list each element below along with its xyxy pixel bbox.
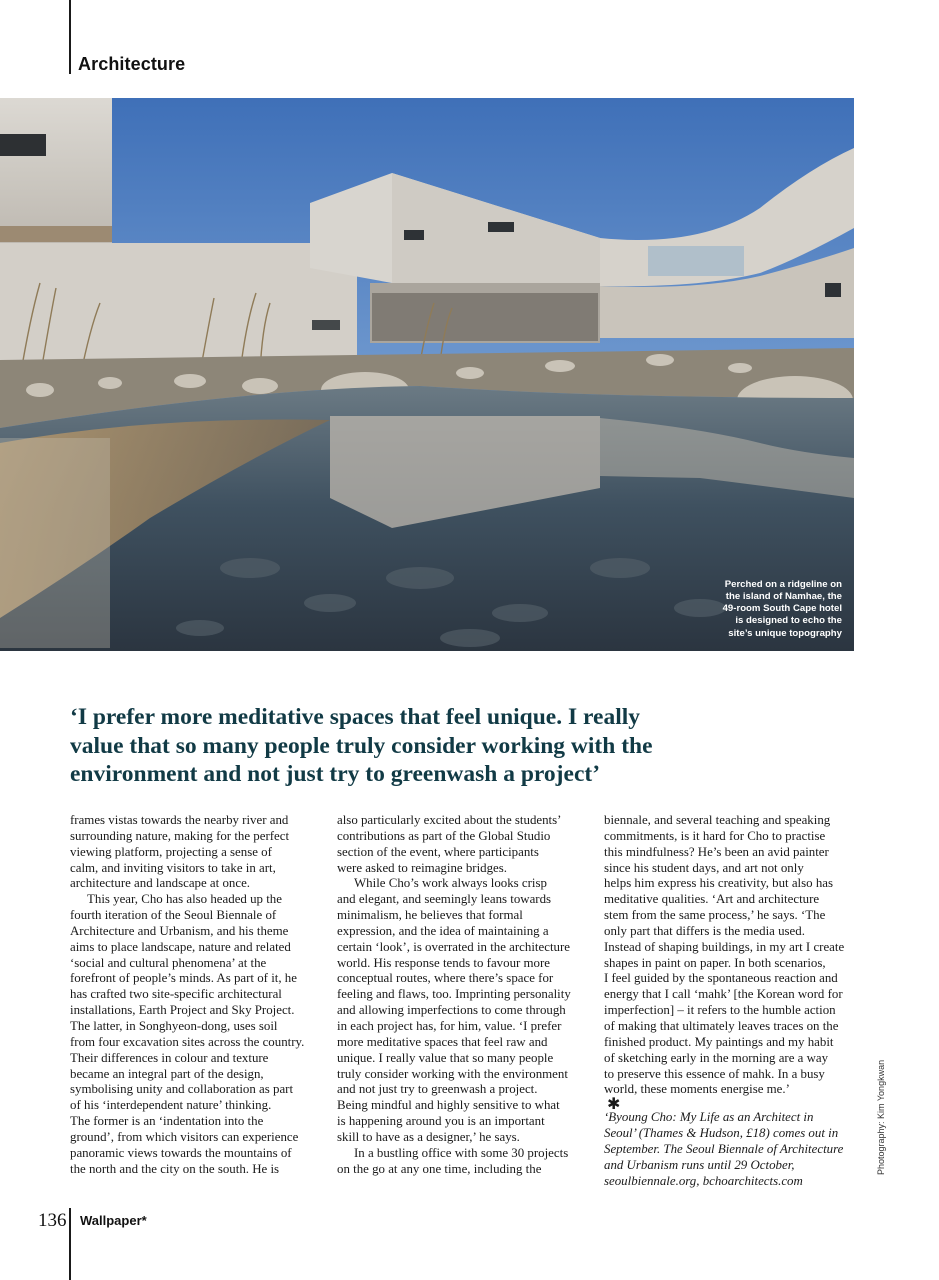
section-label: Architecture bbox=[78, 54, 186, 74]
body-line-with-end-mark bbox=[604, 1082, 879, 1114]
book-credit-line: September. The Seoul Biennale of Architecture bbox=[604, 1141, 844, 1156]
magazine-name: Wallpaper* bbox=[80, 1213, 147, 1228]
body-line: skill to have as a designer,’ he says. bbox=[337, 1129, 520, 1144]
body-line: feeling and flaws, too. Imprinting personality bbox=[337, 987, 571, 1002]
body-line: frames vistas towards the nearby river and bbox=[70, 813, 289, 827]
body-line: in each project has, for him, value. ‘I prefer bbox=[337, 1018, 562, 1033]
body-line: imperfection] – it refers to the humble action bbox=[604, 1003, 836, 1018]
book-credit-line: Seoul’ (Thames & Hudson, £18) comes out in bbox=[604, 1126, 839, 1141]
body-line: contributions as part of the Global Studio bbox=[337, 828, 551, 843]
body-line: the north and the city on the south. He is bbox=[70, 1161, 280, 1176]
body-line: has crafted two site-specific architectural bbox=[70, 987, 282, 1002]
body-line: became an integral part of the design, bbox=[70, 1066, 264, 1081]
body-line: panoramic views towards the mountains of bbox=[70, 1145, 292, 1160]
body-line: more meditative spaces that feel raw and bbox=[337, 1034, 548, 1049]
body-line: symbolising unity and collaboration as part bbox=[70, 1082, 294, 1097]
page-number: 136 bbox=[38, 1210, 67, 1231]
body-line: The latter, in Songhyeon-dong, uses soil bbox=[70, 1018, 278, 1033]
body-line: ‘social and cultural phenomena’ at the bbox=[70, 955, 267, 970]
pull-quote-line: ‘I prefer more meditative spaces that feel unique. I really bbox=[70, 704, 641, 730]
header-rule bbox=[69, 0, 71, 74]
pull-quote-line: environment and not just try to greenwash a project’ bbox=[70, 761, 601, 787]
body-line: conceptual routes, where there’s space for bbox=[337, 971, 554, 986]
body-line: aims to place landscape, nature and related bbox=[70, 939, 291, 954]
body-line: from four excavation sites across the country. bbox=[70, 1034, 305, 1049]
body-line: certain ‘look’, is overrated in the architecture bbox=[337, 939, 570, 954]
body-line: unique. I really value that so many people bbox=[337, 1050, 554, 1065]
body-line: In a bustling office with some 30 projects bbox=[354, 1145, 569, 1160]
caption-line: site’s unique topography bbox=[728, 627, 842, 639]
body-line: of his ‘interdependent nature’ thinking. bbox=[70, 1098, 272, 1113]
body-line: biennale, and several teaching and speaking bbox=[604, 813, 831, 827]
photo-credit: Photography: Kim Yongkwan bbox=[876, 1059, 886, 1175]
body-line: shapes in paint on paper. In both scenarios, bbox=[604, 955, 826, 970]
body-line: helps him express his creativity, but also has bbox=[604, 876, 834, 891]
body-line: also particularly excited about the students’ bbox=[337, 813, 562, 827]
body-line: is happening around you is an important bbox=[337, 1114, 545, 1129]
body-line: architecture and landscape at once. bbox=[70, 876, 251, 891]
body-line: calm, and inviting visitors to take in art, bbox=[70, 860, 276, 875]
body-column-3 bbox=[604, 813, 879, 1189]
body-line: finished product. My paintings and my habit bbox=[604, 1034, 834, 1049]
body-line: and allowing imperfections to come through bbox=[337, 1003, 566, 1018]
body-line: section of the event, where participants bbox=[337, 844, 539, 859]
body-line: to preserve this essence of mahk. In a busy bbox=[604, 1066, 825, 1081]
caption-line: Perched on a ridgeline on bbox=[724, 578, 842, 590]
body-line: truly consider working with the environment bbox=[337, 1066, 568, 1081]
body-line: I feel guided by the spontaneous reaction and bbox=[604, 971, 838, 986]
body-line: minimalism, he believes that formal bbox=[337, 908, 523, 923]
pull-quote-line: value that so many people truly consider working with the bbox=[70, 732, 653, 759]
body-line: stem from the same process,’ he says. ‘The bbox=[604, 908, 826, 923]
body-line: were asked to reimagine bridges. bbox=[337, 860, 508, 875]
body-line: Their differences in colour and texture bbox=[70, 1050, 269, 1065]
end-mark-icon: ✱ bbox=[607, 1094, 621, 1114]
body-line: meditative qualities. ‘Art and architecture bbox=[604, 892, 820, 907]
body-line: Instead of shaping buildings, in my art I create bbox=[604, 939, 845, 954]
body-line: fourth iteration of the Seoul Biennale of bbox=[70, 908, 277, 923]
body-line: world, these moments energise me.’ bbox=[604, 1082, 790, 1097]
hero-photo bbox=[0, 98, 854, 651]
body-line: expression, and the idea of maintaining a bbox=[337, 923, 549, 938]
body-line: Architecture and Urbanism, and his theme bbox=[70, 923, 289, 938]
body-column-1 bbox=[70, 813, 345, 1177]
body-line: viewing platform, projecting a sense of bbox=[70, 844, 272, 859]
body-line: since his student days, and art not only bbox=[604, 860, 804, 875]
body-line: and elegant, and seemingly leans towards bbox=[337, 892, 552, 907]
body-line: and not just try to greenwash a project. bbox=[337, 1082, 538, 1097]
footer-rule bbox=[69, 1208, 71, 1280]
body-line: only part that differs is the media used. bbox=[604, 923, 805, 938]
body-line: world. His response tends to favour more bbox=[337, 955, 551, 970]
photo-caption bbox=[682, 579, 842, 640]
pull-quote bbox=[70, 703, 790, 789]
body-line: of making that ultimately leaves traces on the bbox=[604, 1018, 839, 1033]
body-line: The former is an ‘indentation into the bbox=[70, 1114, 264, 1129]
caption-line: is designed to echo the bbox=[735, 615, 842, 627]
body-line: forefront of people’s minds. As part of it, he bbox=[70, 971, 297, 986]
body-line: energy that I call ‘mahk’ [the Korean word for bbox=[604, 987, 843, 1002]
body-column-2 bbox=[337, 813, 612, 1177]
book-credit-line: and Urbanism runs until 29 October, bbox=[604, 1157, 795, 1172]
caption-line: the island of Namhae, the bbox=[725, 590, 842, 602]
body-line: this mindfulness? He’s been an avid painter bbox=[604, 844, 829, 859]
body-line: surrounding nature, making for the perfect bbox=[70, 828, 290, 843]
body-line: of sketching early in the morning are a way bbox=[604, 1050, 829, 1065]
caption-line: 49-room South Cape hotel bbox=[722, 603, 842, 615]
body-line: This year, Cho has also headed up the bbox=[87, 892, 282, 907]
body-line: Being mindful and highly sensitive to what bbox=[337, 1098, 560, 1113]
body-line: installations, Earth Project and Sky Project. bbox=[70, 1003, 295, 1018]
body-line: While Cho’s work always looks crisp bbox=[354, 876, 547, 891]
body-line: on the go at any one time, including the bbox=[337, 1161, 542, 1176]
book-credit-line: seoulbiennale.org, bchoarchitects.com bbox=[604, 1173, 803, 1188]
body-line: ground’, from which visitors can experience bbox=[70, 1129, 299, 1144]
book-credit-line: ‘Byoung Cho: My Life as an Architect in bbox=[604, 1110, 814, 1125]
body-line: commitments, is it hard for Cho to practise bbox=[604, 828, 826, 843]
